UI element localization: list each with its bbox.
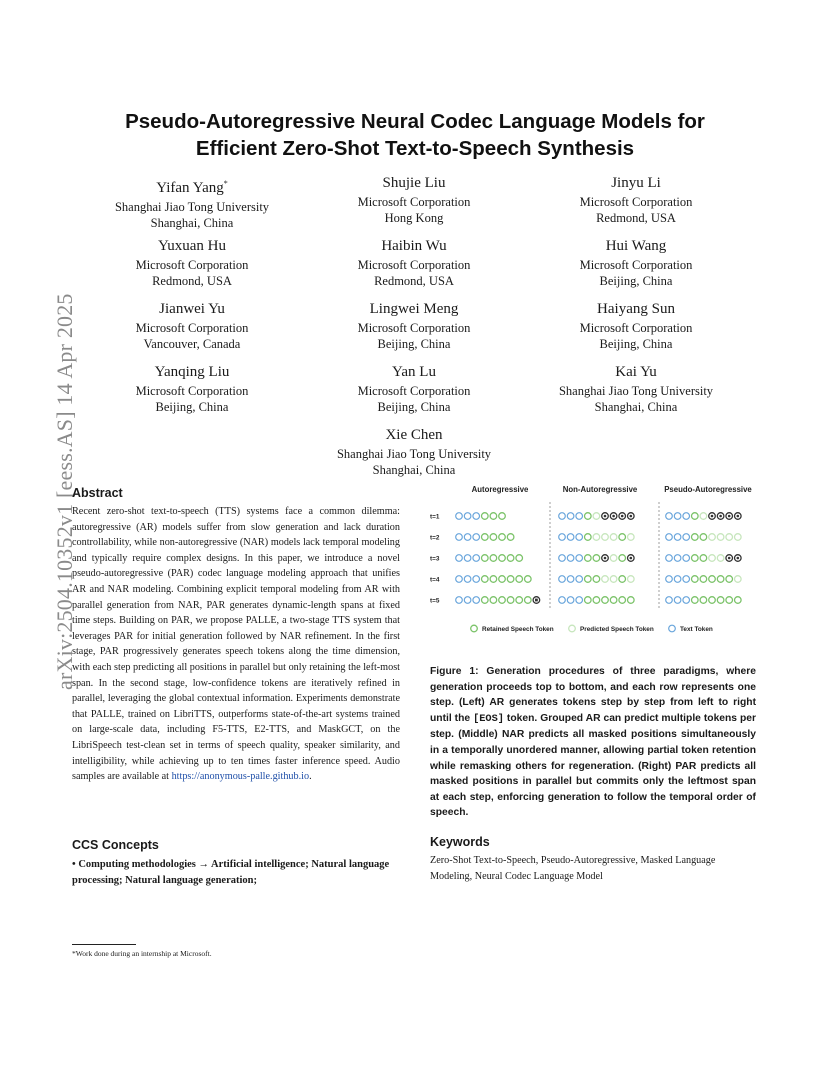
column-title: Autoregressive [471,485,529,494]
author-name: Haibin Wu [381,238,447,254]
text-token [464,576,471,583]
author-location: Shanghai, China [594,400,678,414]
text-token [576,513,583,520]
retained-speech-token [507,534,514,541]
retained-speech-token [507,555,514,562]
mask-token-dot [737,515,740,518]
author-location: Shanghai, China [372,463,456,477]
author-footnote-mark: * [223,179,228,188]
retained-speech-token [692,576,699,583]
retained-speech-token [700,555,707,562]
retained-speech-token [692,555,699,562]
author-block [72,237,312,289]
predicted-speech-token [717,555,724,562]
retained-speech-token [619,534,626,541]
mask-token-dot [604,515,607,518]
retained-speech-token [499,576,506,583]
footnote-rule [72,944,136,945]
mask-token-dot [711,515,714,518]
author-affiliation: Microsoft Corporation [357,258,471,272]
text-token [456,534,463,541]
predicted-speech-token [717,534,724,541]
author-location: Beijing, China [155,400,229,414]
author-affiliation: Microsoft Corporation [579,258,693,272]
mask-token-dot [728,515,731,518]
author-block [294,363,534,415]
author-name: Yuxuan Hu [158,238,226,254]
retained-speech-token [507,597,514,604]
author-block [516,237,756,289]
predicted-speech-token [569,625,576,632]
paper-title [90,108,740,162]
legend-label: Text Token [680,626,713,633]
author-location: Vancouver, Canada [143,337,241,351]
author-location: Beijing, China [599,274,673,288]
retained-speech-token [619,555,626,562]
keywords-body: Zero-Shot Text-to-Speech, Pseudo-Autoregressive, Masked Language Modeling, Neural Codec Language Model [430,855,716,882]
author-block [294,174,534,226]
text-token [669,625,676,632]
author-location: Redmond, USA [374,274,454,288]
text-token [576,576,583,583]
text-token [473,513,480,520]
retained-speech-token [490,555,497,562]
author-affiliation: Shanghai Jiao Tong University [558,384,714,398]
retained-speech-token [700,597,707,604]
retained-speech-token [593,555,600,562]
text-token [674,513,681,520]
retained-speech-token [593,576,600,583]
retained-speech-token [628,597,635,604]
mask-token-dot [728,557,731,560]
retained-speech-token [709,597,716,604]
text-token [576,534,583,541]
retained-speech-token [482,576,489,583]
text-token [456,597,463,604]
text-token [473,576,480,583]
text-token [674,597,681,604]
author-affiliation: Microsoft Corporation [135,321,249,335]
author-location: Beijing, China [599,337,673,351]
author-location: Shanghai, China [150,216,234,230]
text-token [567,576,574,583]
text-token [683,555,690,562]
author-affiliation: Microsoft Corporation [135,384,249,398]
author-block [294,426,534,478]
author-block [294,300,534,352]
retained-speech-token [619,576,626,583]
author-affiliation: Microsoft Corporation [357,195,471,209]
retained-speech-token [585,513,592,520]
text-token [683,513,690,520]
text-token [683,597,690,604]
ccs-concepts-body [72,857,400,888]
text-token [559,576,566,583]
text-token [559,513,566,520]
author-name: Hui Wang [605,238,667,254]
mask-token-dot [719,515,722,518]
step-label: t=5 [430,597,440,605]
abstract-text: Recent zero-shot text-to-speech (TTS) systems face a common dilemma: autoregressive (AR) models suffer from slow generation and lack duration controllability, while non-autoregressive (NAR) models lack temporal modeling and typically require complex designs. In this paper, we introduce a novel pseudo-autoregressive (PAR) codec language modeling approach that unifies AR and NAR modeling. Combining explicit temporal modeling from AR with parallel generation from NAR, PAR generates dynamic-length spans at fixed time steps. Building on PAR, we propose PALLE, a two-stage TTS system that leverages PAR for initial generation followed by NAR refinement. In the first stage, PAR progressively generates speech tokens along the time dimension, with each step predicting all positions in parallel but only retaining the left-most span. In the second stage, low-confidence tokens are iteratively refined in parallel, leveraging the global contextual information. Experiments demonstrate that PALLE, trained on LibriTTS, outperforms state-of-the-art systems trained on large-scale data, including F5-TTS, E2-TTS, and MaskGCT, on the LibriSpeech test-clean set in terms of speech quality, speaker similarity, and intelligibility, while achieving up to ten times faster inference speed. Audio samples are available at [72,506,400,783]
retained-speech-token [471,625,478,632]
author-affiliation: Microsoft Corporation [357,384,471,398]
text-token [567,534,574,541]
author-block [72,174,312,231]
figure-1-generation-paradigms [426,480,762,640]
abstract-end: . [309,771,312,783]
author-affiliation: Shanghai Jiao Tong University [336,447,492,461]
abstract-heading: Abstract [72,486,123,500]
caption-eos-token: [EOS] [473,712,504,725]
retained-speech-token [726,597,733,604]
author-block [516,174,756,226]
title-line-2: Efficient Zero-Shot Text-to-Speech Synthesis [195,137,635,160]
text-token [674,576,681,583]
author-location: Redmond, USA [596,211,676,225]
retained-speech-token [507,576,514,583]
predicted-speech-token [610,576,617,583]
retained-speech-token [735,597,742,604]
retained-speech-token [692,597,699,604]
author-name: Xie Chen [385,427,443,443]
retained-speech-token [516,576,523,583]
author-block [516,300,756,352]
text-token [666,534,673,541]
legend-label: Predicted Speech Token [580,626,654,633]
author-block [72,300,312,352]
author-name: Lingwei Meng [369,301,459,317]
author-name: Yanqing Liu [154,364,230,380]
text-token [559,534,566,541]
predicted-speech-token [628,576,635,583]
figure-1-diagram [426,480,762,640]
title-line-1: Pseudo-Autoregressive Neural Codec Language Models for [125,110,705,133]
mask-token-dot [612,515,615,518]
author-affiliation: Microsoft Corporation [357,321,471,335]
text-token [666,597,673,604]
retained-speech-token [726,576,733,583]
retained-speech-token [700,534,707,541]
text-token [456,555,463,562]
retained-speech-token [482,513,489,520]
author-affiliation: Microsoft Corporation [579,195,693,209]
author-name: Kai Yu [615,364,657,380]
predicted-speech-token [602,576,609,583]
retained-speech-token [499,555,506,562]
retained-speech-token [499,597,506,604]
retained-speech-token [525,576,532,583]
author-location: Beijing, China [377,400,451,414]
caption-text-2: token. Grouped AR can predict multiple tokens per step. (Middle) NAR predicts all masked positions simultaneously in a temporally unordered manner, allowing partial token retention while remasking others for regeneration. (Right) PAR predicts all masked positions in parallel but commits only the leftmost span at each step, enforcing generation to follow the temporal order of speech. [430,712,757,819]
text-token [464,534,471,541]
retained-speech-token [482,555,489,562]
retained-speech-token [717,597,724,604]
retained-speech-token [700,576,707,583]
predicted-speech-token [593,534,600,541]
retained-speech-token [619,597,626,604]
text-token [464,597,471,604]
author-name: Haiyang Sun [597,301,675,317]
step-label: t=1 [430,513,440,521]
author-name: Jianwei Yu [159,301,225,317]
ccs-bullet: • [72,859,79,870]
legend-label: Retained Speech Token [482,626,554,633]
text-token [464,555,471,562]
mask-token-dot [737,557,740,560]
author-name: Yifan Yang* [156,179,228,196]
retained-speech-token [602,597,609,604]
mask-token-dot [630,557,633,560]
predicted-speech-token [602,534,609,541]
text-token [683,534,690,541]
keywords-heading: Keywords [430,835,490,849]
ccs-concepts-text: Computing methodologies → Artificial intelligence; Natural language processing; Natural language generation; [72,859,390,886]
eos-token-mark [535,599,538,602]
predicted-speech-token [709,534,716,541]
retained-speech-token [499,534,506,541]
retained-speech-token [610,597,617,604]
retained-speech-token [516,597,523,604]
text-token [683,576,690,583]
retained-speech-token [585,555,592,562]
author-block [72,363,312,415]
retained-speech-token [585,576,592,583]
text-token [674,534,681,541]
arxiv-identifier-stamp [22,292,77,692]
text-token [666,576,673,583]
author-affiliation: Microsoft Corporation [135,258,249,272]
author-name: Yan Lu [392,364,436,380]
author-location: Beijing, China [377,337,451,351]
step-label: t=2 [430,534,440,542]
author-name: Shujie Liu [382,175,446,191]
text-token [666,555,673,562]
text-token [567,555,574,562]
step-label: t=3 [430,555,440,563]
caption-text-1: Figure 1: Generation procedures of three paradigms, where generation proceeds top to bottom, and each row represents one step. (Left) AR generates tokens step by step from left to right until the [430,666,756,724]
author-block [516,363,756,415]
text-token [576,597,583,604]
author-location: Hong Kong [384,211,444,225]
predicted-speech-token [593,513,600,520]
predicted-speech-token [628,534,635,541]
step-label: t=4 [430,576,440,584]
retained-speech-token [709,576,716,583]
text-token [473,555,480,562]
retained-speech-token [490,534,497,541]
footnote: *Work done during an internship at Microsoft. [72,949,212,958]
author-block [294,237,534,289]
mask-token-dot [604,557,607,560]
retained-speech-token [692,534,699,541]
text-token [666,513,673,520]
column-title: Pseudo-Autoregressive [664,485,752,494]
ccs-concepts-heading: CCS Concepts [72,838,159,852]
text-token [473,597,480,604]
retained-speech-token [593,597,600,604]
retained-speech-token [585,534,592,541]
audio-samples-link[interactable]: https://anonymous-palle.github.io [171,771,310,783]
author-name: Jinyu Li [611,175,661,191]
abstract-body [72,504,400,785]
text-token [473,534,480,541]
predicted-speech-token [610,534,617,541]
retained-speech-token [525,597,532,604]
author-affiliation: Microsoft Corporation [579,321,693,335]
text-token [674,555,681,562]
text-token [567,513,574,520]
predicted-speech-token [709,555,716,562]
predicted-speech-token [700,513,707,520]
retained-speech-token [490,513,497,520]
figure-1-caption [430,664,756,821]
text-token [464,513,471,520]
text-token [576,555,583,562]
author-affiliation: Shanghai Jiao Tong University [114,200,270,214]
retained-speech-token [490,576,497,583]
mask-token-dot [621,515,624,518]
retained-speech-token [490,597,497,604]
text-token [456,576,463,583]
predicted-speech-token [735,576,742,583]
retained-speech-token [717,576,724,583]
text-token [559,555,566,562]
retained-speech-token [516,555,523,562]
retained-speech-token [585,597,592,604]
text-token [456,513,463,520]
predicted-speech-token [735,534,742,541]
text-token [559,597,566,604]
retained-speech-token [482,597,489,604]
retained-speech-token [482,534,489,541]
mask-token-dot [630,515,633,518]
predicted-speech-token [610,555,617,562]
text-token [567,597,574,604]
retained-speech-token [692,513,699,520]
predicted-speech-token [726,534,733,541]
retained-speech-token [499,513,506,520]
arxiv-identifier-text: arXiv:2504.10352v1 [eess.AS] 14 Apr 2025 [52,293,77,690]
column-title: Non-Autoregressive [562,485,638,494]
author-location: Redmond, USA [152,274,232,288]
